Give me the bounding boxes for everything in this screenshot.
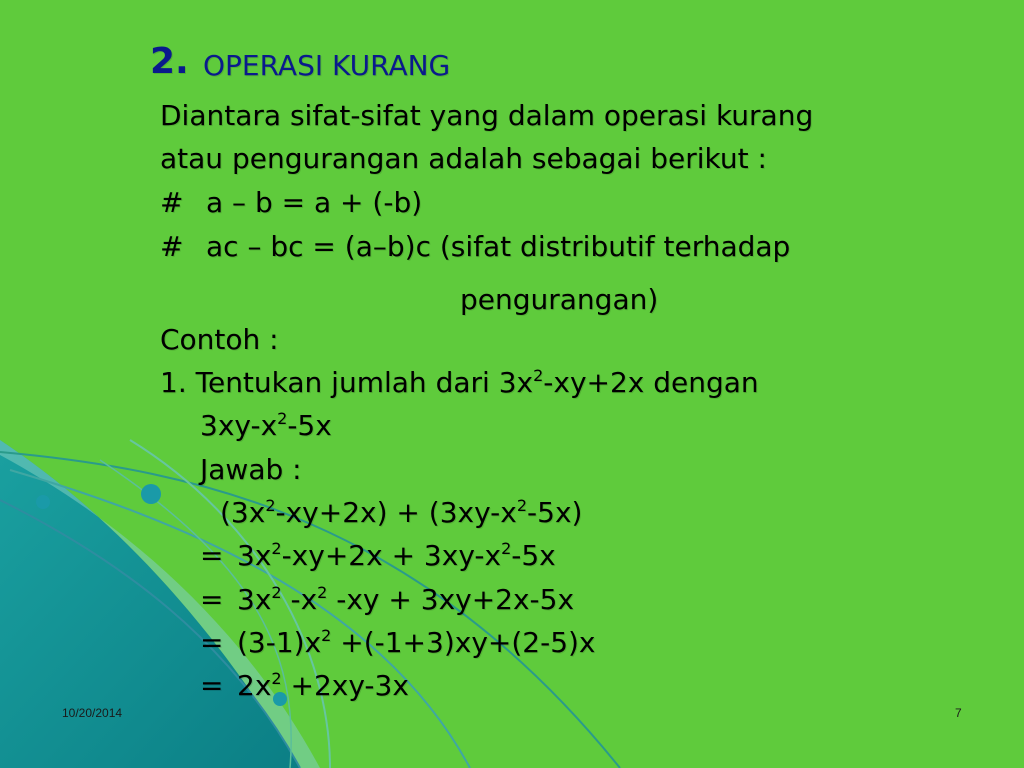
page-number: 7 — [955, 706, 962, 720]
equals-sign: = — [200, 539, 224, 572]
decor-bubble — [141, 484, 161, 504]
solution-expr: $2x^2 +2xy-3x$ — [237, 669, 409, 702]
example-1-text-2: $3xy-x^2-5x$ — [200, 409, 332, 442]
solution-expr: $3x^2$ $-x^2$ -xy + 3xy+2x-5x — [237, 583, 575, 616]
rule-2-text: ac – bc = (a–b)c (sifat distributif terhadap — [206, 230, 791, 263]
title-text: OPERASI KURANG — [203, 49, 451, 82]
solution-expr: $(3-1)x^2 +(-1+3)xy+(2-5)x$ — [237, 626, 596, 659]
title-number: 2. — [150, 41, 189, 82]
rule-1-hash: # — [160, 186, 184, 219]
equals-sign: = — [200, 626, 224, 659]
intro-text-1: Diantara sifat-sifat yang dalam operasi kurang — [160, 99, 814, 132]
intro-text-2: atau pengurangan adalah sebagai berikut : — [160, 142, 767, 175]
example-heading-text: Contoh : — [160, 323, 279, 356]
answer-label-text: Jawab : — [200, 453, 302, 486]
rule-2-hash: # — [160, 230, 184, 263]
rule-1-text: a – b = a + (-b) — [206, 186, 423, 219]
footer-date: 10/20/2014 — [62, 706, 123, 720]
decor-bubble — [36, 495, 50, 509]
equals-sign: = — [200, 583, 224, 616]
rule-2-cont-text: pengurangan) — [460, 283, 659, 316]
equals-sign: = — [200, 669, 224, 702]
solution-expr: $(3x^2-xy+2x) + (3xy-x^2-5x)$ — [220, 496, 583, 529]
example-1-text: 1. Tentukan jumlah dari $3x^2-xy+2x$ dengan — [160, 366, 759, 399]
solution-expr: $3x^2-xy+2x + 3xy-x^2-5x$ — [237, 539, 556, 572]
